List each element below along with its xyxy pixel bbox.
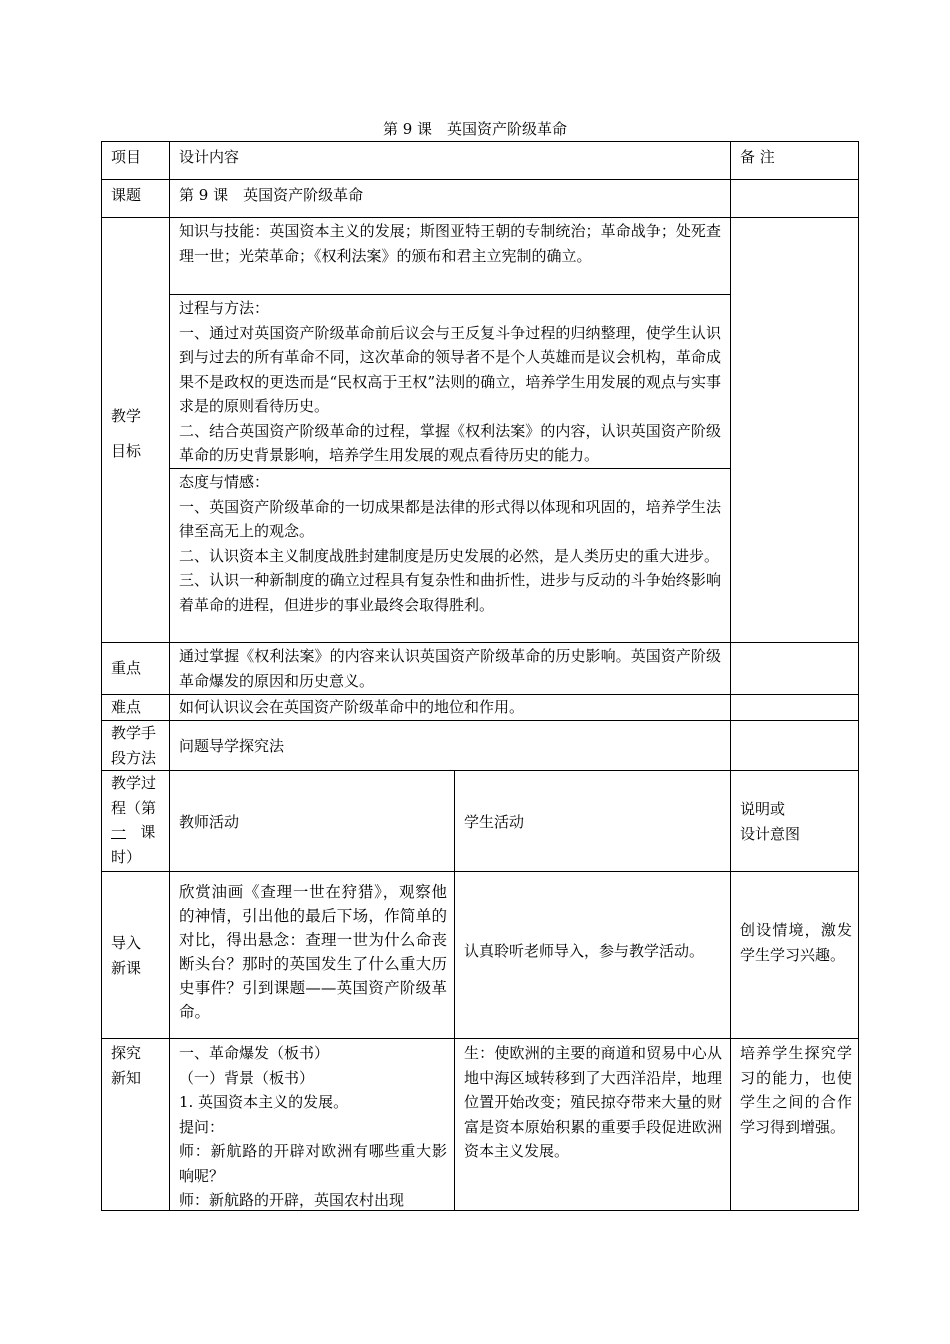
intro-design-intent: 创设情境，激发学生学习兴趣。: [740, 921, 852, 964]
col-divider: [169, 142, 170, 1210]
intro-teacher-activity: 欣赏油画《查理一世在狩猎》，观察他的神情，引出他的最后下场，作简单的对比，得出悬念：查理一世为什么命丧断头台？那时的英国发生了什么重大历史事件？引到课题——英国资产阶级革命。: [179, 883, 447, 1021]
row-divider: [169, 294, 730, 295]
topic-content: 第 9 课 英国资产阶级革命: [179, 186, 364, 204]
key-point-label: 重点: [111, 659, 142, 677]
difficulty-label: 难点: [111, 698, 142, 716]
lesson-plan-table: [101, 141, 859, 1211]
row-divider: [102, 871, 858, 872]
method-label: 教学手 段方法: [111, 724, 157, 767]
student-activity-header: 学生活动: [464, 813, 525, 831]
design-intent-header: 说明或 设计意图: [740, 800, 801, 843]
intro-label: 导入 新课: [111, 934, 142, 977]
process-label: 教学过 程（第 一 课 时）: [111, 774, 157, 866]
difficulty-content: 如何认识议会在英国资产阶级革命中的地位和作用。: [179, 698, 525, 716]
header-item: 项目: [111, 148, 142, 166]
row-divider: [102, 642, 858, 643]
row-divider: [102, 770, 858, 771]
objective-attitude: 态度与情感： 一、英国资产阶级革命的一切成果都是法律的形式得以体现和巩固的，培养学生法律至高无上的观念。 二、认识资本主义制度战胜封建制度是历史发展的必然，是人类历史的重大进步。 三、认识一种新制度的确立过程具有复杂性和曲折性，进步与反动的斗争始终影响着革命的进程，但进步的事业最终会取得胜利。: [179, 473, 721, 614]
row-divider: [102, 1038, 858, 1039]
method-content: 问题导学探究法: [179, 737, 285, 755]
header-note: 备 注: [740, 148, 775, 166]
teacher-activity-header: 教师活动: [179, 813, 240, 831]
intro-student-activity: 认真聆听老师导入，参与教学活动。: [464, 942, 705, 960]
objective-knowledge: 知识与技能：英国资本主义的发展；斯图亚特王朝的专制统治；革命战争；处死查理一世；光荣革命；《权利法案》的颁布和君主立宪制的确立。: [179, 222, 721, 265]
row-divider: [169, 468, 730, 469]
key-point-content: 通过掌握《权利法案》的内容来认识英国资产阶级革命的历史影响。英国资产阶级革命爆发的原因和历史意义。: [179, 647, 721, 690]
page-title: 第 9 课 英国资产阶级革命: [382, 120, 568, 138]
topic-label: 课题: [111, 186, 142, 204]
objective-process: 过程与方法： 一、通过对英国资产阶级革命前后议会与王反复斗争过程的归纳整理，使学生认识到与过去的所有革命不同，这次革命的领导者不是个人英雄而是议会机构，革命成果不是政权的更迭而是“民权高于王权”法则的确立，培养学生用发展的观点与实事求是的原则看待历史。 二、结合英国资产阶级革命的过程，掌握《权利法案》的内容，认识英国资产阶级革命的历史背景影响，培养学生用发展的观点看待历史的能力。: [179, 299, 721, 464]
explore-label: 探究 新知: [111, 1044, 142, 1087]
explore-student-activity: 生：使欧洲的主要的商道和贸易中心从地中海区域转移到了大西洋沿岸，地理位置开始改变；殖民掠夺带来大量的财富是资本原始积累的重要手段促进欧洲资本主义发展。: [464, 1044, 722, 1160]
col-divider: [454, 770, 455, 1210]
row-divider: [102, 720, 858, 721]
col-divider: [730, 142, 731, 1210]
row-divider: [102, 217, 858, 218]
explore-teacher-activity: 一、革命爆发（板书） （一）背景（板书） 1. 英国资本主义的发展。 提问： 师：新航路的开辟对欧洲有哪些重大影响呢？ 师：新航路的开辟，英国农村出现: [179, 1044, 447, 1209]
objectives-label: 教学 目标: [111, 407, 142, 460]
explore-design-intent: 培养学生探究学习的能力，也使学生之间的合作学习得到增强。: [740, 1044, 852, 1136]
row-divider: [102, 179, 858, 180]
header-content: 设计内容: [179, 148, 240, 166]
